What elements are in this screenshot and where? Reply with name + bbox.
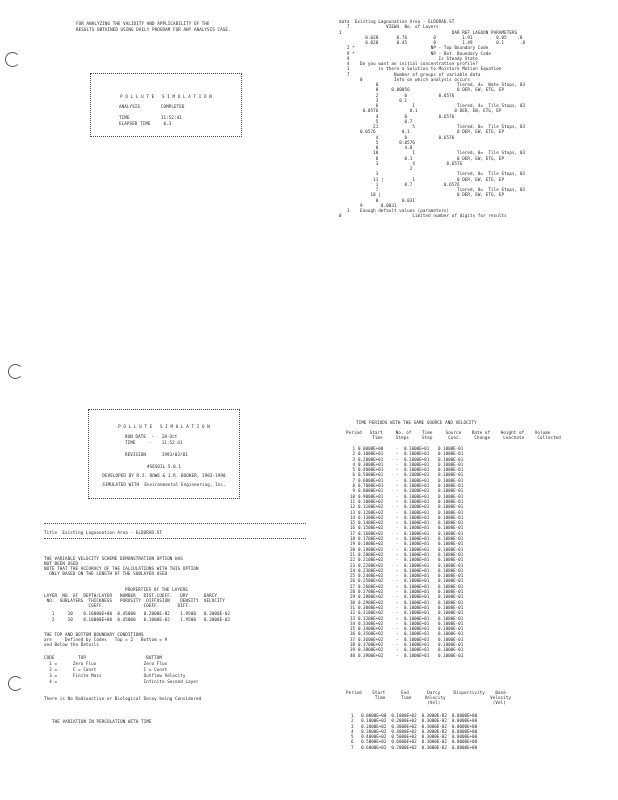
table-cell: 0.2000E+02	[358, 551, 384, 557]
table-cell: 0.2800E+02	[358, 594, 384, 600]
velocity-header: (Vel) (Vel)	[346, 700, 506, 705]
table-cell: -	[396, 573, 399, 579]
table-cell: 0.1000E-01	[438, 594, 464, 600]
title-rule-top	[44, 523, 306, 524]
table-cell: 0.1200E+02	[358, 509, 384, 515]
table-cell: 0.1000E+01	[404, 652, 430, 658]
table-cell: 0.1000E-01	[438, 456, 464, 462]
periods-table	[346, 446, 546, 658]
table-cell: 0.1000E+01	[404, 520, 430, 526]
table-cell: 0.1000E+01	[404, 594, 430, 600]
table-cell: 0.1000E-01	[438, 631, 464, 637]
velocity-header: Period Start End Darcy Dispersivity Base	[346, 690, 506, 695]
boundary-line: are Defined by Codes Top = 2 Bottom = 9	[44, 637, 168, 642]
table-cell: 0.5000E+01	[358, 472, 384, 478]
table-cell: 0.1000E+01	[404, 647, 430, 653]
table-cell: -	[396, 483, 399, 489]
listing-line: 9 Is Steady State	[339, 55, 478, 61]
table-cell: 0.1000E-01	[438, 647, 464, 653]
table-cell: -	[396, 594, 399, 600]
table-cell: -	[396, 461, 399, 467]
table-cell: 0.1400E+02	[358, 520, 384, 526]
listing-line: 9 * NP - Bot. Boundary Code	[339, 50, 492, 56]
table-cell: 0.1000E+01	[404, 488, 430, 494]
table-cell: 0.1000E+01	[404, 641, 430, 647]
listing-line: 1 DAR REF LAGOON PARAMETERS	[339, 29, 518, 35]
table-cell: 2	[352, 451, 355, 457]
table-cell: 0.1000E-01	[438, 610, 464, 616]
table-cell: 0.2200E+02	[358, 562, 384, 568]
listing-line: 0 Limited number of digits for results	[339, 213, 507, 219]
listing-line: 0 0.00056 0 DER, EW, ETG, EP	[339, 87, 505, 93]
table-cell: -	[396, 551, 399, 557]
table-cell: -	[396, 541, 399, 547]
table-cell: -	[396, 456, 399, 462]
listing-line: 2	[339, 166, 413, 171]
developer-credit: DEVELOPED BY R.J. ROWE & J.R. BOOKER, 1983-1990	[102, 473, 226, 478]
table-cell: 0.1000E-01	[438, 620, 464, 626]
table-cell: 0.1000E-01	[438, 562, 464, 568]
table-cell: 0.2900E+02	[358, 599, 384, 605]
boundary-line: and Below the Details	[44, 642, 100, 647]
table-cell: -	[396, 451, 399, 457]
table-cell: 0.1000E+01	[404, 536, 430, 542]
table-cell: 0.2500E+02	[358, 578, 384, 584]
table-cell: 0.1000E-01	[438, 514, 464, 520]
listing-line: 4 Do you want an initial concentration profile?	[339, 61, 478, 66]
table-row: 6 0.5000E+02 0.6000E+02 0.3000E-02 0.0000E+00	[346, 739, 478, 745]
table-cell: -	[396, 504, 399, 510]
table-cell: 0.1000E-01	[438, 541, 464, 547]
table-cell: 0.1000E-01	[438, 589, 464, 595]
table-cell: 0.1000E+01	[404, 567, 430, 573]
listing-line: 0 Info on which analysis occurs	[339, 76, 471, 82]
table-cell: -	[396, 546, 399, 552]
listing-line: 7 Number of groups of variable data	[339, 71, 481, 77]
table-cell: -	[396, 631, 399, 637]
table-cell: 7	[352, 477, 355, 483]
table-cell: 19	[349, 541, 355, 547]
table-cell: 0.1000E-01	[438, 546, 464, 552]
table-cell: 0.1000E+02	[358, 498, 384, 504]
listing-line: 0 0.031	[339, 197, 416, 203]
table-cell: 0.6000E+01	[358, 477, 384, 483]
code-row: 3 = Finite Mass Outflow Velocity	[44, 673, 186, 678]
table-cell: 9	[352, 488, 355, 494]
listing-line: 6 1 Tiered, 4= Tile Stops, 03	[339, 103, 526, 108]
listing-line: 1 is there a Solution to Moisture Motion Equation	[339, 66, 502, 72]
table-cell: 31	[349, 604, 355, 610]
table-cell: 0.4000E+01	[358, 467, 384, 473]
table-cell: 0.2700E+02	[358, 589, 384, 595]
properties-title: PROPERTIES OF THE LAYERS	[125, 587, 188, 592]
table-cell: -	[396, 604, 399, 610]
table-cell: 0.1000E-01	[438, 504, 464, 510]
table-cell: -	[396, 514, 399, 520]
listing-line: data Existing Lagoonation Area - ELDORAD.ST	[339, 19, 455, 24]
table-cell: 39	[349, 647, 355, 653]
table-cell: -	[396, 520, 399, 526]
table-cell: 0.1000E+01	[404, 610, 430, 616]
note-line: NOTE THAT THE ACCURACY OF THE CALCULATIONS WITH THIS OPTION	[44, 566, 199, 571]
table-cell: 0.1000E+01	[404, 615, 430, 621]
table-cell: 0.1000E-01	[438, 520, 464, 526]
decay-note: There is No Radioactive or Biological Decay being Considered	[44, 696, 202, 701]
velocity-table	[346, 713, 546, 750]
table-cell: -	[396, 620, 399, 626]
table-cell: -	[396, 652, 399, 658]
table-row: 5 0.4000E+02 0.5000E+02 0.3000E-02 0.0000E+00	[346, 734, 478, 740]
code-row: 1 = Zero Flux Zero Flux	[44, 661, 168, 666]
box-title: P O L L U T E S I M U L A T I O N	[118, 424, 210, 429]
table-cell: -	[396, 557, 399, 563]
listing-line: 11 | 1 0 DER, EW, ETG, EP	[339, 176, 505, 182]
listing-line: 4 0 0.6576	[339, 113, 455, 119]
periods-header: Time Steps Step Conc. Change Leachate Collected	[346, 435, 561, 440]
table-cell: 0.3300E+02	[358, 620, 384, 626]
table-cell: -	[396, 472, 399, 478]
run-title: Title Existing Lagoonation Area - ELDORAD.ST	[44, 530, 162, 535]
table-cell: 0.1000E+01	[404, 573, 430, 579]
table-cell: 0.1000E+01	[404, 551, 430, 557]
simulated-with: SIMULATED WITH Environmental Engineering, Inc.	[102, 482, 226, 487]
properties-header: NO. SUBLAYERS THICKNESS POROSITY DIFFUSION DENSITY VELOCITY	[44, 598, 225, 603]
punch-hole-top	[5, 52, 20, 67]
table-cell: -	[396, 626, 399, 632]
title-rule-bottom	[44, 538, 306, 539]
table-cell: 0.2000E+01	[358, 456, 384, 462]
table-cell: 0.1000E-01	[438, 509, 464, 515]
table-cell: 0.1000E-01	[438, 477, 464, 483]
table-cell: 17	[349, 530, 355, 536]
table-cell: 0.1000E-01	[438, 578, 464, 584]
table-cell: -	[396, 477, 399, 483]
table-cell: 0.1000E+01	[404, 446, 430, 451]
table-cell: 0.1000E-01	[438, 615, 464, 621]
table-cell: 0.3200E+02	[358, 615, 384, 621]
table-cell: 0.1000E+01	[404, 467, 430, 473]
table-cell: 0.1000E-01	[438, 498, 464, 504]
input-listing	[339, 19, 525, 219]
table-row: 4 0.3000E+02 0.4000E+02 0.3000E-02 0.0000E+00	[346, 728, 478, 734]
table-cell: 0.1000E-01	[438, 652, 464, 658]
table-cell: 15	[349, 520, 355, 526]
table-cell: 0.1000E+01	[404, 620, 430, 626]
table-cell: -	[396, 530, 399, 536]
table-cell: 0.1000E-01	[438, 551, 464, 557]
table-cell: -	[396, 509, 399, 515]
table-cell: 0.1000E-01	[438, 525, 464, 531]
listing-line: 8 4.8	[339, 145, 413, 150]
properties-row: 1 10 0.10000E+00 0.45000 0.2000E-02 1.9500 0.3000E-02	[44, 611, 231, 616]
listing-line: 0.0576 0.1 0 DER, EW, ETG, EP	[339, 108, 502, 114]
table-cell: -	[396, 647, 399, 653]
table-cell: 6	[352, 472, 355, 478]
table-cell: 0.1000E+01	[404, 472, 430, 478]
listing-line: 0.028 0.45 0 1.49 0.1 .8	[339, 40, 526, 45]
table-cell: 11	[349, 498, 355, 504]
table-cell: 0.1000E-01	[438, 493, 464, 499]
table-cell: 38	[349, 641, 355, 647]
percolation-heading: THE VARIATION IN PERCOLATION WITH TIME	[52, 719, 152, 724]
table-cell: 0.1000E+01	[404, 514, 430, 520]
table-cell: 20	[349, 546, 355, 552]
listing-line: 2 0 0.6576	[339, 92, 455, 98]
table-cell: 0.1000E-01	[438, 536, 464, 542]
table-cell: -	[396, 641, 399, 647]
table-cell: -	[396, 536, 399, 542]
listing-line: 4 0 0.6576	[339, 134, 455, 140]
run-date: RUN DATE - 28-Oct	[125, 434, 178, 439]
table-cell: 0.1000E+01	[404, 562, 430, 568]
listing-line: 3 Tiered, 0= Tile Stops, 03	[339, 171, 526, 177]
box-line: ANALYSIS COMPLETED	[119, 104, 185, 109]
table-cell: 23	[349, 562, 355, 568]
table-cell: 8	[352, 483, 355, 489]
properties-header: LAYER NO. OF DEPTH/LAYER NUMBER DIST.COEFF. DRY DARCY	[44, 593, 217, 598]
table-cell: 25	[349, 573, 355, 579]
table-cell: 24	[349, 567, 355, 573]
table-cell: 3	[352, 456, 355, 462]
code-row: 2 = C = Const C = Const	[44, 667, 168, 672]
table-cell: 35	[349, 626, 355, 632]
table-cell: 0.1500E+02	[358, 525, 384, 531]
box-line: TIME 11:52:41	[119, 115, 182, 120]
listing-line: 1 0.7 0.6576	[339, 181, 460, 187]
header-line-2: RESULTS OBTAINED USING DAILY PROGRAM FOR ANY ANALYSIS CASE.	[76, 27, 231, 32]
listing-line: 0.0576 0.1 0 DER, EW, ETG, EP	[339, 129, 505, 135]
table-cell: 0.3100E+02	[358, 610, 384, 616]
table-cell: 26	[349, 578, 355, 584]
revision: REVISION 1993/03/01	[125, 452, 188, 457]
table-cell: 0.1000E-01	[438, 451, 464, 457]
table-cell: 37	[349, 636, 355, 642]
table-cell: 36	[349, 631, 355, 637]
table-cell: 34	[349, 620, 355, 626]
boundary-line: THE TOP AND BOTTOM BOUNDARY CONDITIONS	[44, 632, 144, 637]
table-cell: 0.1000E-01	[438, 604, 464, 610]
table-cell: 0.1000E+01	[404, 509, 430, 515]
table-cell: 0.1000E+01	[404, 626, 430, 632]
program-version: #SESOIL 5.0.1	[146, 464, 182, 469]
table-cell: 0.1000E+01	[404, 599, 430, 605]
note-line: NOT BEEN USED	[44, 561, 79, 566]
run-time: TIME - 11:52:41	[125, 440, 183, 445]
table-cell: 29	[349, 594, 355, 600]
table-cell: 0.1000E+01	[404, 631, 430, 637]
table-cell: 0.1000E-01	[438, 446, 464, 451]
table-cell: 0.1000E+01	[404, 530, 430, 536]
table-cell: 0.1000E+01	[404, 578, 430, 584]
table-cell: 0.1100E+02	[358, 504, 384, 510]
listing-line: 10 | 0 DER, EW, ETG, EP	[339, 192, 505, 198]
table-row: 3 0.2000E+02 0.3000E+02 0.3000E-02 0.0000E+00	[346, 723, 478, 729]
table-cell: 0.9000E+01	[358, 493, 384, 499]
table-cell: 0.2600E+02	[358, 583, 384, 589]
note-line: THE VARIABLE VELOCITY SCHEME DEMONSTRATION OPTION HAS	[44, 556, 183, 561]
table-row	[346, 653, 546, 658]
table-cell: 0.3700E+02	[358, 641, 384, 647]
table-cell: 0.1000E+01	[404, 451, 430, 457]
table-cell: 0.1000E+01	[404, 541, 430, 547]
table-cell: 0.1000E+01	[404, 456, 430, 462]
table-cell: 0.1700E+02	[358, 536, 384, 542]
table-cell: 0.1000E+01	[404, 604, 430, 610]
table-cell: 0.2300E+02	[358, 567, 384, 573]
completion-box	[90, 73, 242, 137]
table-cell: 5	[352, 467, 355, 473]
table-cell: 0.1000E-01	[438, 599, 464, 605]
punch-hole-middle	[8, 364, 23, 379]
listing-line: 7 VIEW4 No. of Layers	[339, 24, 439, 30]
simulation-box	[88, 409, 240, 499]
table-cell: 0.1000E+01	[404, 636, 430, 642]
listing-line: 3 0.1	[339, 97, 408, 103]
velocity-header: Time Time Velocity Velocity	[346, 695, 512, 700]
listing-line: 2 * NP - Top Boundary Code	[339, 45, 489, 51]
listing-line: 7 Tiered, 0= Tile Stops, 03	[339, 187, 526, 192]
table-row: 7 0.6000E+02 0.7000E+02 0.3000E-02 0.0000E+00	[346, 744, 478, 750]
table-cell: 0.1800E+02	[358, 541, 384, 547]
listing-line: 9 0.0031	[339, 202, 397, 208]
table-cell: -	[396, 610, 399, 616]
table-cell: 22	[349, 557, 355, 563]
listing-line: 0 Tiered, 4= Wate Stops, 03	[339, 82, 526, 87]
table-cell: -	[396, 446, 399, 451]
listing-line: 5 0.0576	[339, 139, 416, 145]
table-cell: 0.1000E+01	[404, 461, 430, 467]
table-cell: -	[396, 615, 399, 621]
table-cell: 18	[349, 536, 355, 542]
table-cell: -	[396, 525, 399, 531]
table-cell: 0.2100E+02	[358, 557, 384, 563]
table-cell: 33	[349, 615, 355, 621]
table-cell: 12	[349, 504, 355, 510]
table-cell: 0.1000E+01	[404, 583, 430, 589]
table-cell: -	[396, 467, 399, 473]
box-title: P O L L U T E S I M U L A T I O N	[120, 94, 212, 99]
table-cell: 0.1000E+01	[404, 483, 430, 489]
table-cell: 0.3500E+02	[358, 631, 384, 637]
table-cell: 0.1000E-01	[438, 530, 464, 536]
table-row: 1 0.0000E+00 0.1000E+02 0.3000E-02 0.0000E+00	[346, 713, 478, 718]
table-cell: 4	[352, 461, 355, 467]
listing-line: 5 0.7	[339, 118, 413, 124]
table-cell: 0.1000E-01	[438, 557, 464, 563]
table-cell: 0.3000E+02	[358, 604, 384, 610]
punch-hole-bottom	[8, 676, 23, 691]
table-cell: 14	[349, 514, 355, 520]
table-cell: -	[396, 562, 399, 568]
header-line-1: FOR ANALYZING THE VALIDITY AND APPLICABILITY OF THE	[76, 21, 210, 26]
periods-header: Period Start No. of Time Source Rate of Height of Volume	[346, 430, 551, 435]
table-cell: 0.1900E+02	[358, 546, 384, 552]
table-cell: 0.1000E+01	[404, 493, 430, 499]
table-cell: 0.1600E+02	[358, 530, 384, 536]
table-cell: 0.2400E+02	[358, 573, 384, 579]
table-cell: 0.1000E-01	[438, 641, 464, 647]
code-row: 4 = Infinite Second Layer	[44, 679, 199, 684]
properties-header: COEFF. COEFF. DIFF.	[44, 603, 191, 608]
table-cell: 0.1000E+01	[358, 451, 384, 457]
listing-line: 3 4 0.6576	[339, 160, 463, 166]
table-cell: 0.1000E+01	[404, 498, 430, 504]
table-cell: 40	[349, 652, 355, 658]
table-cell: 0.1000E-01	[438, 583, 464, 589]
table-cell: 0.1000E-01	[438, 467, 464, 473]
table-cell: 10	[349, 493, 355, 499]
listing-line: 21 5 Tiered, 0= Tile Stops, 03	[339, 124, 526, 129]
table-cell: -	[396, 583, 399, 589]
table-cell: 0.3000E+01	[358, 461, 384, 467]
table-cell: 0.1000E-01	[438, 483, 464, 489]
table-row: 2 0.1000E+02 0.2000E+02 0.3000E-02 0.0000E+00	[346, 718, 478, 724]
table-cell: -	[396, 488, 399, 494]
table-cell: 0.3900E+02	[358, 652, 384, 658]
listing-line: 1 Enough default values (parameters)	[339, 208, 450, 213]
table-cell: -	[396, 493, 399, 499]
listing-line: 0.028 0.76 0 1.91 0.05 .8	[339, 34, 523, 40]
properties-row: 2 10 0.10000E+00 0.45000 0.1000E-02 1.9500 0.3000E-02	[44, 617, 231, 622]
table-cell: 0.1000E+01	[404, 557, 430, 563]
table-cell: 0.1000E-01	[438, 461, 464, 467]
listing-line: 10 1 Tiered, 0= Tile Stops, 03	[339, 150, 526, 156]
code-header: CODE TOP BOTTOM	[44, 655, 162, 660]
table-cell: 28	[349, 589, 355, 595]
table-cell: 0.1000E+01	[404, 546, 430, 552]
table-cell: 27	[349, 583, 355, 589]
table-cell: -	[396, 567, 399, 573]
listing-line: 8 0.1 0 DER, EW, ETG, EP	[339, 155, 505, 161]
box-line: ELAPSED TIME 0.3	[119, 121, 172, 126]
table-cell: 0.1000E-01	[438, 626, 464, 632]
table-cell: 0.3400E+02	[358, 626, 384, 632]
table-cell: 0.3800E+02	[358, 647, 384, 653]
table-cell: 0.1000E+01	[404, 525, 430, 531]
table-cell: 0.1000E+01	[404, 477, 430, 483]
table-cell: 0.1000E+01	[404, 589, 430, 595]
table-cell: -	[396, 636, 399, 642]
table-cell: -	[396, 578, 399, 584]
table-cell: 0.1000E-01	[438, 567, 464, 573]
table-cell: 0.1000E-01	[438, 488, 464, 494]
table-cell: 0.1000E-01	[438, 573, 464, 579]
table-cell: 0.1300E+02	[358, 514, 384, 520]
table-cell: 0.1000E+01	[404, 504, 430, 510]
table-cell: 0.1000E-01	[438, 472, 464, 478]
table-cell: 30	[349, 599, 355, 605]
table-cell: 0.3600E+02	[358, 636, 384, 642]
table-cell: -	[396, 589, 399, 595]
table-cell: 0.7000E+01	[358, 483, 384, 489]
table-cell: 13	[349, 509, 355, 515]
table-cell: 21	[349, 551, 355, 557]
table-cell: 32	[349, 610, 355, 616]
note-line: ONLY BASED ON THE LENGTH OF THE SUBLAYER USED	[44, 571, 168, 576]
table-cell: -	[396, 498, 399, 504]
periods-title: TIME PERIODS WITH THE SAME SOURCE AND VELOCITY	[356, 420, 477, 425]
table-cell: 0.0000E+00	[358, 446, 384, 451]
table-cell: -	[396, 599, 399, 605]
table-cell: 0.1000E-01	[438, 636, 464, 642]
table-cell: 1	[352, 446, 355, 451]
table-cell: 16	[349, 525, 355, 531]
table-cell: 0.8000E+01	[358, 488, 384, 494]
